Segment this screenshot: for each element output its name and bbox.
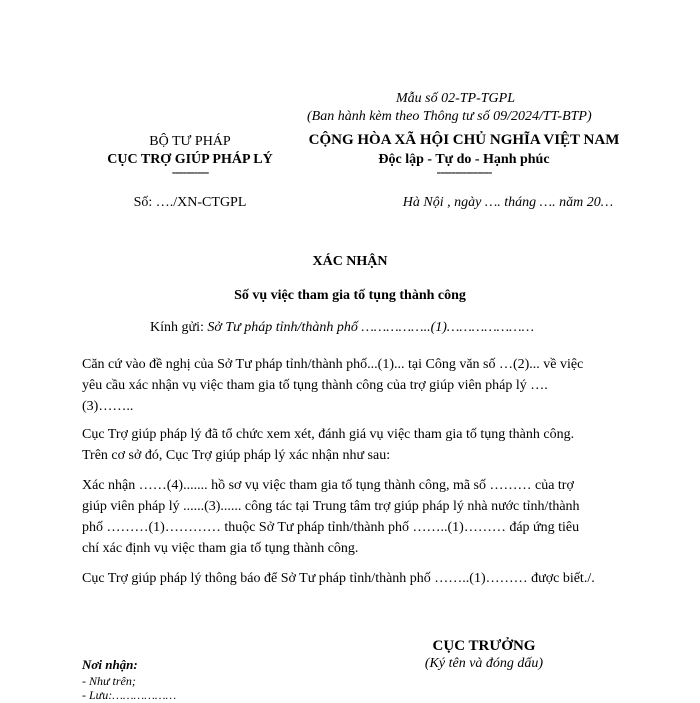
paragraph-line: chí xác định vụ việc tham gia tố tụng thành công. [82, 541, 359, 556]
recipient-label: Kính gửi: [150, 320, 208, 335]
signer-title: CỤC TRƯỞNG [432, 638, 536, 654]
country-name: CỘNG HÒA XÃ HỘI CHỦ NGHĨA VIỆT NAM [308, 132, 620, 148]
ministry-name: BỘ TƯ PHÁP [149, 134, 231, 149]
paragraph-line: Xác nhận ……(4)....... hồ sơ vụ việc tham gia tố tụng thành công, mã số ……… của trợ [82, 478, 574, 493]
paragraph-line: (3)…….. [82, 399, 134, 414]
paragraph-review [82, 424, 618, 466]
paragraph-line: yêu cầu xác nhận vụ việc tham gia tố tụng thành công của trợ giúp viên pháp lý …. [82, 378, 548, 393]
place-date: Hà Nội , ngày …. tháng …. năm 20… [402, 195, 614, 210]
recipients-heading: Nơi nhận: [82, 657, 138, 672]
paragraph-notification [82, 568, 618, 589]
signature-note: (Ký tên và đóng dấu) [424, 656, 544, 671]
paragraph-line: phố ………(1)………… thuộc Sở Tư pháp tỉnh/thành phố ……..(1)……… đáp ứng tiêu [82, 520, 580, 535]
paragraph-line: Cục Trợ giúp pháp lý thông báo để Sở Tư pháp tỉnh/thành phố ……..(1)……… được biết./. [82, 571, 595, 586]
paragraph-request-basis [82, 354, 618, 417]
paragraph-line: giúp viên pháp lý ......(3)...... công tác tại Trung tâm trợ giúp pháp lý nhà nước tỉnh/thành [82, 499, 580, 514]
document-number: Số: …./XN-CTGPL [133, 195, 247, 210]
recipients-item: - Lưu:……………… [82, 688, 177, 702]
department-name: CỤC TRỢ GIÚP PHÁP LÝ [107, 152, 273, 167]
paragraph-line: Trên cơ sở đó, Cục Trợ giúp pháp lý xác nhận như sau: [82, 448, 391, 463]
form-code: Mẫu số 02-TP-TGPL [396, 91, 516, 106]
form-issued-by: (Ban hành kèm theo Thông tư số 09/2024/TT-BTP) [307, 109, 592, 124]
document-title: XÁC NHẬN [312, 254, 388, 269]
document-subtitle: Số vụ việc tham gia tố tụng thành công [234, 288, 466, 303]
right-divider: --------------- [436, 165, 492, 180]
left-divider: ---------- [171, 165, 209, 180]
recipients-item: - Như trên; [82, 674, 136, 688]
national-motto: Độc lập - Tự do - Hạnh phúc [378, 152, 550, 167]
paragraph-line: Cục Trợ giúp pháp lý đã tổ chức xem xét, đánh giá vụ việc tham gia tố tụng thành công. [82, 427, 575, 442]
recipient-value: Sở Tư pháp tỉnh/thành phố ……………..(1)………………… [207, 320, 535, 335]
paragraph-line: Căn cứ vào đề nghị của Sở Tư pháp tỉnh/thành phố...(1)... tại Công văn số …(2)... về việc [82, 357, 584, 372]
recipient-line [150, 320, 534, 336]
paragraph-confirmation [82, 475, 618, 559]
